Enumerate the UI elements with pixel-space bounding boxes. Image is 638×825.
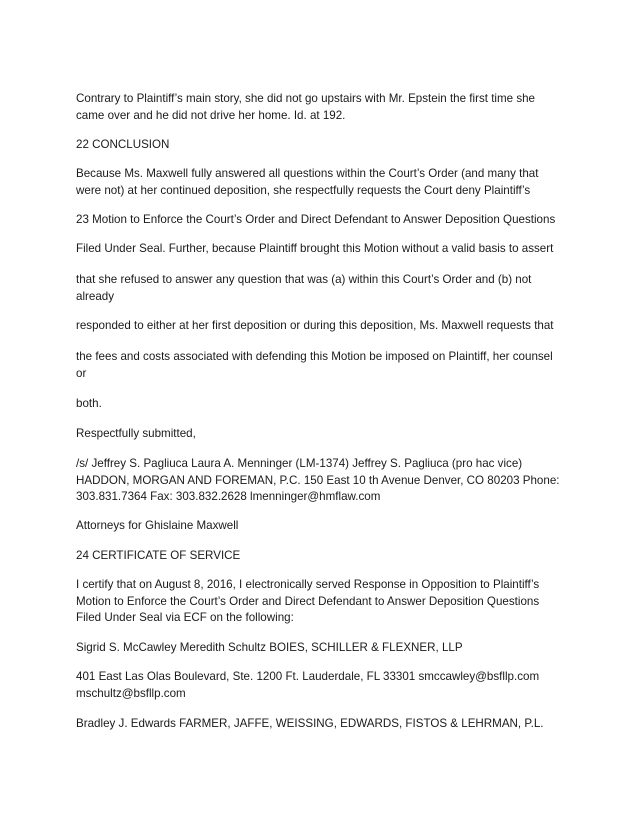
service-recipient-names: Sigrid S. McCawley Meredith Schultz BOIES, SCHILLER & FLEXNER, LLP xyxy=(76,641,463,654)
paragraph-certify-service: I certify that on August 8, 2016, I electronically served Response in Opposition to Plaintiff’s Motion to Enforce the Court’s Order and Direct Defendant to Answer Deposition Questions Filed Under Seal via ECF on the following: xyxy=(76,578,540,624)
paragraph-fees-and-costs: the fees and costs associated with defending this Motion be imposed on Plaintiff, her counsel or xyxy=(76,350,553,380)
paragraph-motion-to-enforce: 23 Motion to Enforce the Court’s Order and Direct Defendant to Answer Deposition Questions xyxy=(76,213,556,226)
signature-block: /s/ Jeffrey S. Pagliuca Laura A. Menninger (LM-1374) Jeffrey S. Pagliuca (pro hac vice) HADDON, MORGAN AND FOREMAN, P.C. 150 East 10 th Avenue Denver, CO 80203 Phone: 303.831.7364 Fax: 303.832.2628 lmenninger@hmflaw.com xyxy=(76,457,560,503)
paragraph-refused-to-answer: that she refused to answer any question that was (a) within this Court’s Order and (b) not already xyxy=(76,273,532,303)
paragraph-both: both. xyxy=(76,397,102,410)
paragraph-conclusion-request: Because Ms. Maxwell fully answered all questions within the Court’s Order (and many that were not) at her continued deposition, she respectfully requests the Court deny Plaintiff’s xyxy=(76,167,539,197)
paragraph-responded-either: responded to either at her first deposition or during this deposition, Ms. Maxwell requests that xyxy=(76,319,554,332)
service-recipient-address: 401 East Las Olas Boulevard, Ste. 1200 Ft. Lauderdale, FL 33301 smccawley@bsfllp.com mschultz@bsfllp.com xyxy=(76,670,540,700)
heading-certificate-of-service: 24 CERTIFICATE OF SERVICE xyxy=(76,549,241,562)
paragraph-filed-under-seal: Filed Under Seal. Further, because Plaintiff brought this Motion without a valid basis to assert xyxy=(76,242,554,255)
heading-conclusion: 22 CONCLUSION xyxy=(76,138,170,151)
respectfully-submitted: Respectfully submitted, xyxy=(76,427,196,440)
service-recipient-edwards: Bradley J. Edwards FARMER, JAFFE, WEISSING, EDWARDS, FISTOS & LEHRMAN, P.L. xyxy=(76,717,544,730)
paragraph-epstein-story: Contrary to Plaintiff’s main story, she did not go upstairs with Mr. Epstein the first time she came over and he did not drive her home. Id. at 192. xyxy=(76,92,536,122)
attorneys-for: Attorneys for Ghislaine Maxwell xyxy=(76,519,239,532)
